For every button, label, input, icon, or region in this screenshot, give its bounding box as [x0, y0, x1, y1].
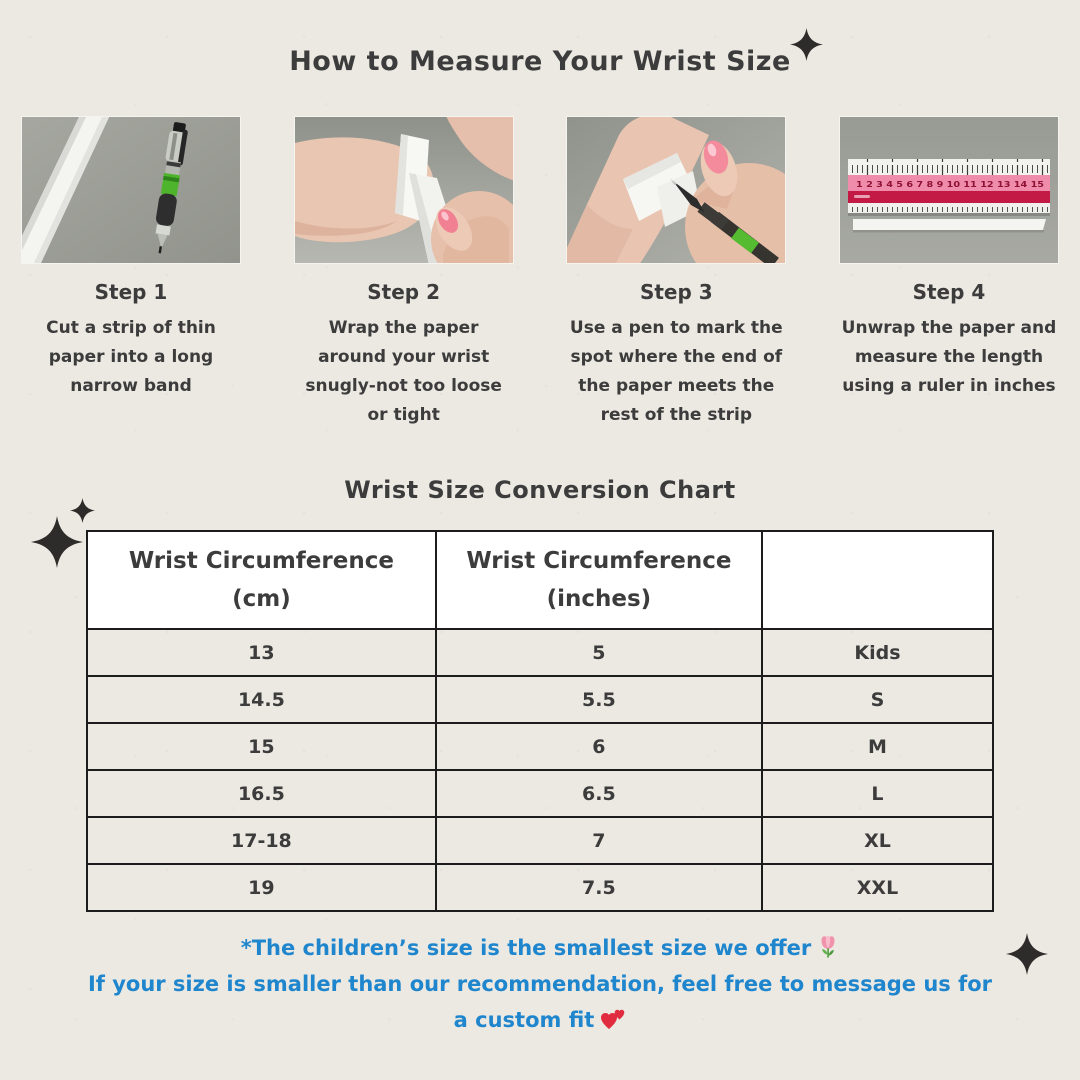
inches-column-header — [436, 531, 762, 629]
conversion-table — [86, 530, 994, 912]
inches-value: 6 — [436, 723, 762, 770]
sparkle-icon — [31, 516, 83, 568]
step-4-photo — [840, 117, 1058, 263]
table-row — [87, 817, 993, 864]
tulip-icon — [817, 933, 839, 959]
step-3-photo — [567, 117, 785, 263]
two-hearts-icon — [600, 1007, 626, 1031]
mark-with-pen-illustration — [567, 117, 785, 263]
cm-header-line1: Wrist Circumference — [128, 548, 394, 574]
step-1 — [22, 117, 240, 430]
ruler-numbers: 1 2 3 4 5 6 7 8 9 10 11 12 13 14 15 — [855, 180, 1045, 189]
table-header-row — [87, 531, 993, 629]
size-value: S — [762, 676, 993, 723]
inches-value: 7.5 — [436, 864, 762, 911]
table-row — [87, 676, 993, 723]
step-2-label: Step 2 — [367, 280, 441, 304]
inches-value: 5.5 — [436, 676, 762, 723]
size-value: XL — [762, 817, 993, 864]
inches-value: 7 — [436, 817, 762, 864]
footer-line-3-text: a custom fit — [453, 1008, 595, 1032]
step-2-photo — [295, 117, 513, 263]
size-value: L — [762, 770, 993, 817]
section-title: Wrist Size Conversion Chart — [344, 476, 736, 504]
size-value: Kids — [762, 629, 993, 676]
cm-value: 19 — [87, 864, 436, 911]
cm-value: 17-18 — [87, 817, 436, 864]
table-row — [87, 629, 993, 676]
step-3-label: Step 3 — [639, 280, 713, 304]
cm-value: 14.5 — [87, 676, 436, 723]
cm-column-header — [87, 531, 436, 629]
inches-header-line1: Wrist Circumference — [466, 548, 732, 574]
step-1-label: Step 1 — [94, 280, 168, 304]
step-3 — [567, 117, 785, 430]
wrap-wrist-illustration — [295, 117, 513, 263]
page-title: How to Measure Your Wrist Size — [289, 46, 791, 77]
step-1-description: Cut a strip of thin paper into a long narrow band — [46, 318, 216, 396]
size-column-header — [762, 531, 993, 629]
footer-line-1 — [0, 930, 1080, 966]
cm-value: 16.5 — [87, 770, 436, 817]
step-3-description: Use a pen to mark the spot where the end of the paper meets the rest of the strip — [569, 318, 783, 425]
step-4 — [840, 117, 1058, 430]
step-4-label: Step 4 — [912, 280, 986, 304]
size-value: M — [762, 723, 993, 770]
cm-value: 15 — [87, 723, 436, 770]
table-row — [87, 723, 993, 770]
cm-value: 13 — [87, 629, 436, 676]
table-row — [87, 770, 993, 817]
footer-line-1-text: *The children’s size is the smallest size we offer — [240, 936, 812, 960]
footer-line-2: If your size is smaller than our recommendation, feel free to message us for — [87, 972, 993, 996]
step-2-description: Wrap the paper around your wrist snugly-not too loose or tight — [305, 318, 502, 425]
step-2 — [295, 117, 513, 430]
table-row — [87, 864, 993, 911]
size-value: XXL — [762, 864, 993, 911]
sparkle-icon — [1006, 933, 1048, 975]
inches-value: 6.5 — [436, 770, 762, 817]
cm-header-line2: (cm) — [232, 586, 291, 612]
sparkle-icon — [790, 28, 823, 61]
footer-note — [0, 930, 1080, 1038]
step-4-description: Unwrap the paper and measure the length using a ruler in inches — [841, 318, 1057, 396]
inches-value: 5 — [436, 629, 762, 676]
steps-row — [0, 117, 1080, 430]
ruler-illustration — [840, 117, 1058, 263]
footer-line-3 — [0, 1002, 1080, 1038]
inches-header-line2: (inches) — [546, 586, 652, 612]
paper-strip-and-pencil-illustration — [22, 117, 240, 263]
step-1-photo — [22, 117, 240, 263]
